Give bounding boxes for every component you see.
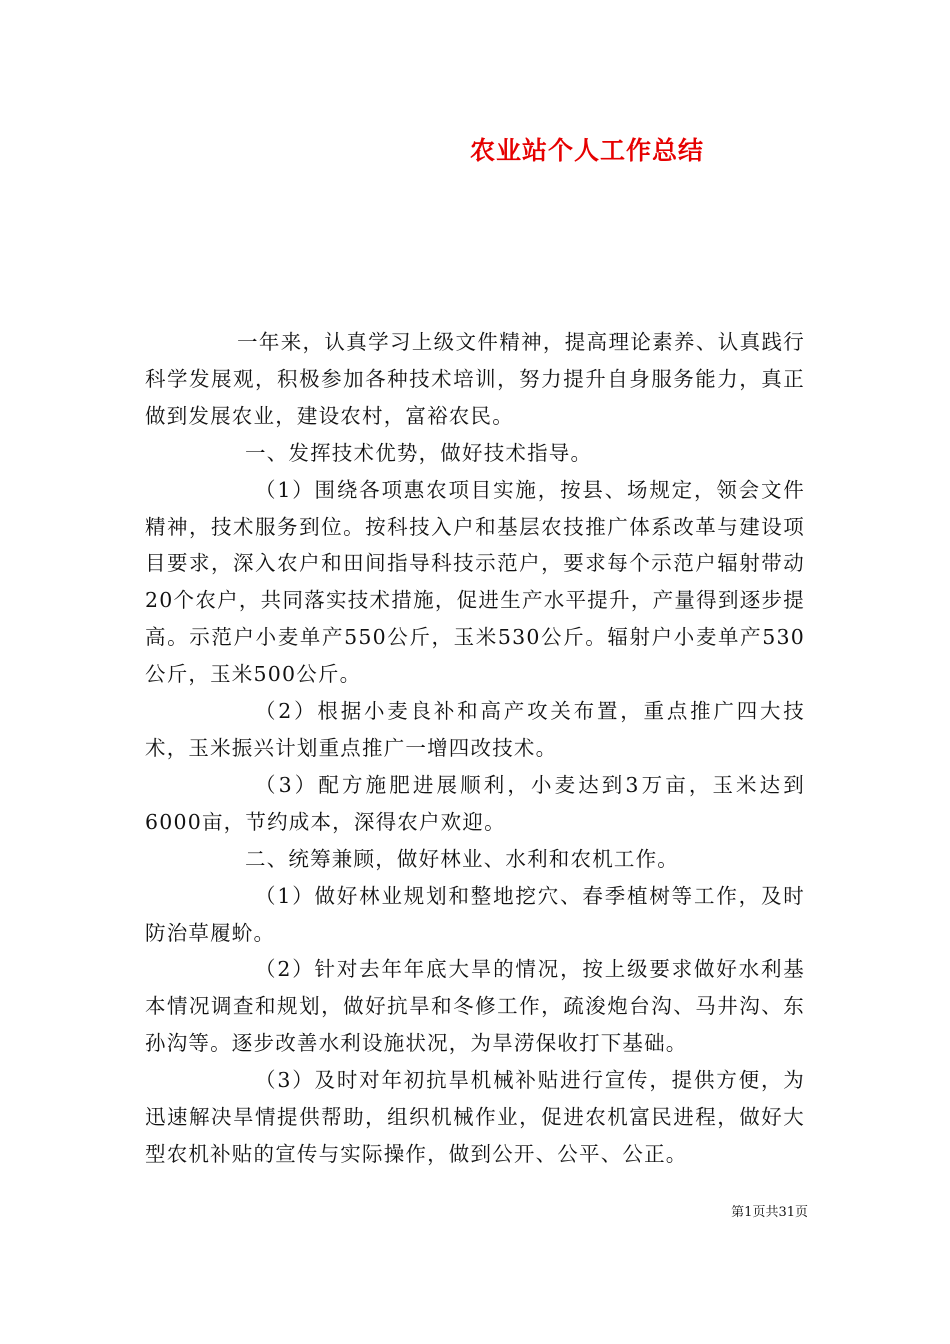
document-title: 农业站个人工作总结 (470, 136, 705, 165)
section-heading-1: 一、发挥技术优势，做好技术指导。 (245, 440, 593, 465)
section-2-item-1: （1）做好林业规划和整地挖穴、春季植树等工作，及时防治草履蚧。 (145, 883, 805, 945)
section-1-item-3: （3）配方施肥进展顺利，小麦达到3万亩，玉米达到6000亩，节约成本，深得农户欢迎。 (145, 772, 805, 834)
section-1-item-2: （2）根据小麦良补和高产攻关布置，重点推广四大技术，玉米振兴计划重点推广一增四改技术。 (145, 699, 805, 760)
section-heading-2: 二、统筹兼顾，做好林业、水利和农机工作。 (245, 846, 679, 871)
document-body (145, 324, 805, 1173)
section-2-item-2: （2）针对去年年底大旱的情况，按上级要求做好水利基本情况调查和规划，做好抗旱和冬修工作，疏浚炮台沟、马井沟、东孙沟等。逐步改善水利设施状况，为旱涝保收打下基础。 (145, 957, 805, 1056)
page-number-footer: 第1页共31页 (731, 1205, 808, 1220)
section-1-item-1: （1）围绕各项惠农项目实施，按县、场规定，领会文件精神，技术服务到位。按科技入户和基层农技推广体系改革与建设项目要求，深入农户和田间指导科技示范户，要求每个示范户辐射带动20个农户，共同落实技术措施，促进生产水平提升，产量得到逐步提高。示范户小麦单产550公斤，玉米530公斤。辐射户小麦单产530公斤，玉米500公斤。 (145, 477, 805, 687)
section-2-item-3: （3）及时对年初抗旱机械补贴进行宣传，提供方便，为迅速解决旱情提供帮助，组织机械作业，促进农机富民进程，做好大型农机补贴的宣传与实际操作，做到公开、公平、公正。 (145, 1068, 805, 1166)
intro-paragraph: 一年来，认真学习上级文件精神，提高理论素养、认真践行科学发展观，积极参加各种技术培训，努力提升自身服务能力，真正做到发展农业，建设农村，富裕农民。 (145, 330, 805, 428)
